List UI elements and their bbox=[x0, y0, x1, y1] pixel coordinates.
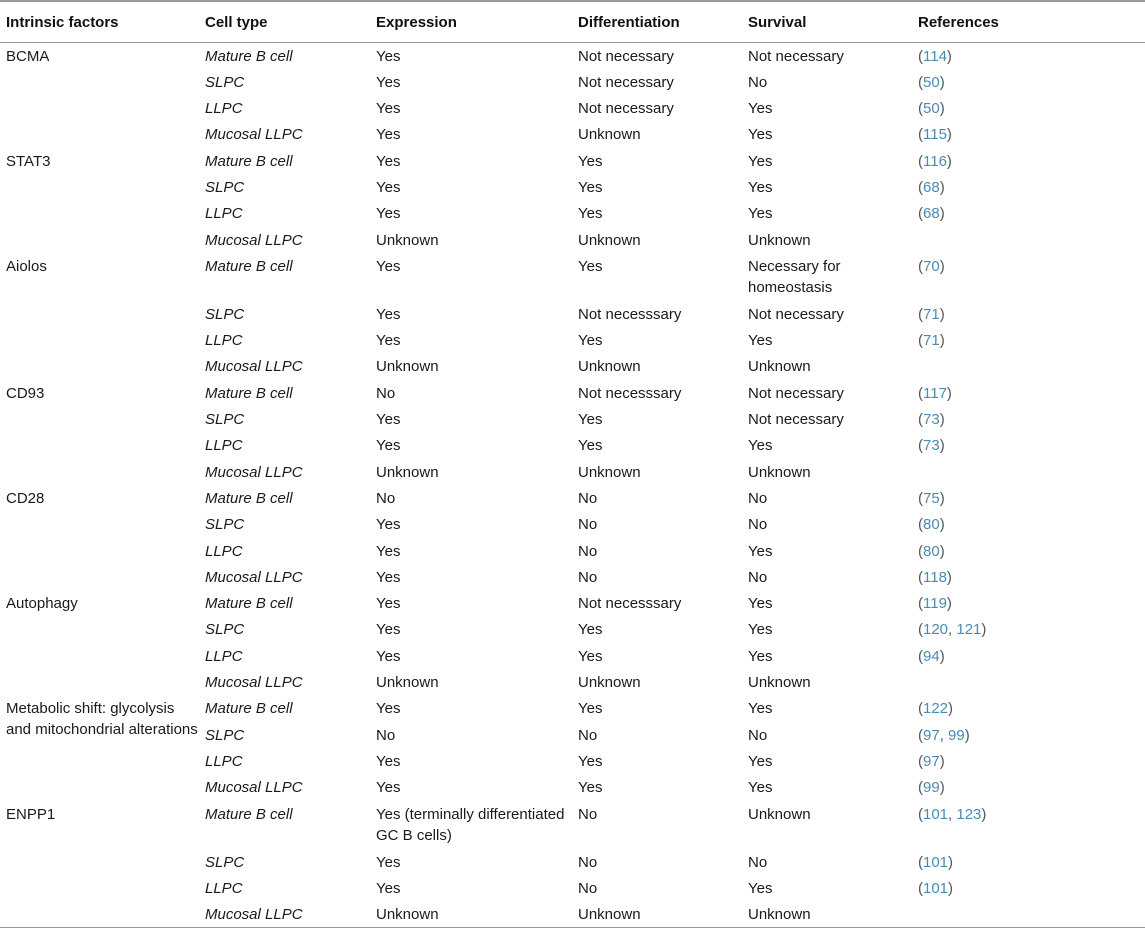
survival-cell: Unknown bbox=[748, 674, 811, 692]
cell-type-cell: LLPC bbox=[205, 437, 243, 455]
header-differentiation: Differentiation bbox=[578, 13, 680, 31]
table-row bbox=[0, 327, 1145, 353]
reference-link[interactable]: 68 bbox=[923, 178, 940, 196]
intrinsic-factor-cell bbox=[0, 459, 199, 485]
reference-link[interactable]: 122 bbox=[923, 700, 949, 718]
references-cell: (97, 99) bbox=[918, 726, 970, 744]
header-references: References bbox=[918, 13, 999, 31]
cell-type-cell: Mature B cell bbox=[205, 257, 293, 275]
references-cell bbox=[912, 227, 1145, 253]
table-row bbox=[0, 301, 1145, 327]
reference-link[interactable]: 117 bbox=[923, 384, 947, 402]
cell-type-cell: LLPC bbox=[205, 542, 243, 560]
table-row bbox=[0, 200, 1145, 226]
survival-cell: Unknown bbox=[748, 805, 811, 823]
table-row bbox=[0, 875, 1145, 901]
cell-type-cell: Mature B cell bbox=[205, 805, 293, 823]
table-row bbox=[0, 590, 1145, 616]
table-row bbox=[0, 121, 1145, 147]
expression-cell: Yes bbox=[376, 257, 401, 275]
differentiation-cell: Yes bbox=[578, 700, 603, 718]
cell-type-cell: Mature B cell bbox=[205, 152, 293, 170]
cell-type-cell: Mature B cell bbox=[205, 384, 293, 402]
header-survival: Survival bbox=[748, 13, 807, 31]
references-cell: (71) bbox=[918, 305, 945, 323]
cell-type-cell: LLPC bbox=[205, 100, 243, 118]
differentiation-cell: Yes bbox=[578, 647, 603, 665]
reference-link[interactable]: 115 bbox=[923, 126, 947, 144]
intrinsic-factor-cell: Autophagy bbox=[6, 595, 78, 613]
reference-link[interactable]: 101 bbox=[923, 853, 949, 871]
cell-type-cell: SLPC bbox=[205, 411, 245, 429]
reference-link[interactable]: 99 bbox=[923, 779, 940, 797]
references-cell: (120, 121) bbox=[918, 621, 987, 639]
differentiation-cell: Not necessary bbox=[578, 100, 674, 118]
references-cell: (114) bbox=[918, 48, 952, 65]
differentiation-cell: Unknown bbox=[578, 231, 641, 249]
reference-link[interactable]: 123 bbox=[956, 805, 982, 823]
references-cell: (68) bbox=[918, 178, 945, 196]
reference-link[interactable]: 70 bbox=[923, 257, 940, 275]
differentiation-cell: No bbox=[578, 542, 598, 560]
references-cell: (101) bbox=[918, 853, 954, 871]
survival-cell: No bbox=[748, 73, 768, 91]
references-cell: (101) bbox=[918, 879, 954, 897]
cell-type-cell: Mucosal LLPC bbox=[205, 358, 303, 376]
intrinsic-factor-cell bbox=[0, 301, 199, 327]
references-cell bbox=[912, 459, 1145, 485]
expression-cell: Yes bbox=[376, 853, 401, 871]
cell-type-cell: SLPC bbox=[205, 178, 245, 196]
intrinsic-factor-cell bbox=[0, 564, 199, 590]
references-cell: (117) bbox=[918, 384, 952, 402]
reference-link[interactable]: 71 bbox=[923, 332, 940, 350]
references-cell: (73) bbox=[918, 411, 945, 429]
survival-cell: Yes bbox=[748, 100, 773, 118]
intrinsic-factor-cell bbox=[0, 432, 199, 458]
references-cell: (99) bbox=[918, 779, 945, 797]
differentiation-cell: No bbox=[578, 726, 598, 744]
cell-type-cell: LLPC bbox=[205, 332, 243, 350]
header-cell-type: Cell type bbox=[205, 13, 268, 31]
cell-type-cell: SLPC bbox=[205, 73, 245, 91]
references-cell: (80) bbox=[918, 516, 945, 534]
reference-link[interactable]: 50 bbox=[923, 73, 940, 91]
expression-cell: Yes bbox=[376, 100, 401, 118]
cell-type-cell: LLPC bbox=[205, 647, 243, 665]
survival-cell: Yes bbox=[748, 178, 773, 196]
intrinsic-factor-cell: ENPP1 bbox=[6, 805, 56, 823]
cell-type-cell: LLPC bbox=[205, 205, 243, 223]
differentiation-cell: Yes bbox=[578, 411, 603, 429]
survival-cell: Yes bbox=[748, 205, 773, 223]
reference-link[interactable]: 118 bbox=[923, 568, 947, 586]
table-row bbox=[0, 643, 1145, 669]
cell-type-cell: SLPC bbox=[205, 305, 245, 323]
reference-link[interactable]: 97 bbox=[923, 752, 940, 770]
expression-cell: Yes bbox=[376, 48, 401, 65]
differentiation-cell: Unknown bbox=[578, 906, 641, 924]
expression-cell: Unknown bbox=[376, 463, 439, 481]
expression-cell: Yes bbox=[376, 568, 401, 586]
header-expression: Expression bbox=[376, 13, 457, 31]
survival-cell: No bbox=[748, 489, 768, 507]
expression-cell: Yes bbox=[376, 152, 401, 170]
expression-cell: Yes bbox=[376, 647, 401, 665]
intrinsic-factor-cell bbox=[0, 69, 199, 95]
intrinsic-factor-cell bbox=[0, 227, 199, 253]
table-row bbox=[0, 253, 1145, 301]
expression-cell: Yes bbox=[376, 879, 401, 897]
survival-cell: Not necessary bbox=[748, 48, 844, 65]
cell-type-cell: LLPC bbox=[205, 879, 243, 897]
references-cell: (101, 123) bbox=[918, 805, 987, 823]
differentiation-cell: Yes bbox=[578, 178, 603, 196]
reference-link[interactable]: 121 bbox=[956, 621, 982, 639]
differentiation-cell: No bbox=[578, 879, 598, 897]
expression-cell: Yes bbox=[376, 779, 401, 797]
survival-cell: Yes bbox=[748, 879, 773, 897]
survival-cell: Yes bbox=[748, 332, 773, 350]
reference-link[interactable]: 119 bbox=[923, 595, 947, 613]
expression-cell: Yes bbox=[376, 595, 401, 613]
intrinsic-factor-cell bbox=[0, 200, 199, 226]
intrinsic-factor-cell bbox=[0, 406, 199, 432]
expression-cell: Yes bbox=[376, 178, 401, 196]
reference-link[interactable]: 101 bbox=[923, 879, 949, 897]
survival-cell: Unknown bbox=[748, 231, 811, 249]
intrinsic-factor-cell bbox=[0, 95, 199, 121]
cell-type-cell: Mucosal LLPC bbox=[205, 463, 303, 481]
intrinsic-factor-cell: CD93 bbox=[6, 384, 45, 402]
cell-type-cell: Mucosal LLPC bbox=[205, 568, 303, 586]
differentiation-cell: Yes bbox=[578, 752, 603, 770]
references-cell: (50) bbox=[918, 100, 945, 118]
survival-cell: Yes bbox=[748, 126, 773, 144]
references-cell: (80) bbox=[918, 542, 945, 560]
references-cell bbox=[912, 901, 1145, 927]
references-cell: (50) bbox=[918, 73, 945, 91]
expression-cell: Yes bbox=[376, 621, 401, 639]
survival-cell: Yes bbox=[748, 621, 773, 639]
intrinsic-factor-cell bbox=[0, 327, 199, 353]
survival-cell: Necessary for homeostasis bbox=[748, 257, 841, 296]
references-cell: (94) bbox=[918, 647, 945, 665]
expression-cell: Unknown bbox=[376, 674, 439, 692]
cell-type-cell: Mature B cell bbox=[205, 489, 293, 507]
references-cell: (119) bbox=[918, 595, 952, 613]
survival-cell: Not necessary bbox=[748, 384, 844, 402]
table-row bbox=[0, 564, 1145, 590]
expression-cell: Yes bbox=[376, 305, 401, 323]
survival-cell: No bbox=[748, 853, 768, 871]
intrinsic-factor-cell bbox=[0, 643, 199, 669]
differentiation-cell: Yes bbox=[578, 332, 603, 350]
differentiation-cell: Not necesssary bbox=[578, 384, 682, 402]
references-cell: (73) bbox=[918, 437, 945, 455]
intrinsic-factor-cell bbox=[0, 511, 199, 537]
expression-cell: Unknown bbox=[376, 906, 439, 924]
table-row bbox=[0, 901, 1145, 927]
intrinsic-factor-cell bbox=[0, 901, 199, 927]
survival-cell: Yes bbox=[748, 752, 773, 770]
differentiation-cell: Yes bbox=[578, 205, 603, 223]
survival-cell: No bbox=[748, 516, 768, 534]
reference-link[interactable]: 120 bbox=[923, 621, 949, 639]
reference-link[interactable]: 68 bbox=[923, 205, 940, 223]
table-row bbox=[0, 43, 1145, 69]
survival-cell: Yes bbox=[748, 437, 773, 455]
survival-cell: Unknown bbox=[748, 358, 811, 376]
expression-cell: Yes bbox=[376, 411, 401, 429]
references-cell: (70) bbox=[918, 257, 945, 275]
cell-type-cell: LLPC bbox=[205, 752, 243, 770]
survival-cell: Not necessary bbox=[748, 305, 844, 323]
cell-type-cell: SLPC bbox=[205, 516, 245, 534]
survival-cell: Unknown bbox=[748, 463, 811, 481]
differentiation-cell: No bbox=[578, 568, 598, 586]
expression-cell: Yes bbox=[376, 437, 401, 455]
expression-cell: Yes (terminally differentiated GC B cells) bbox=[376, 805, 565, 844]
reference-link[interactable]: 50 bbox=[923, 100, 940, 118]
intrinsic-factor-cell bbox=[0, 616, 199, 642]
survival-cell: No bbox=[748, 568, 768, 586]
differentiation-cell: Unknown bbox=[578, 358, 641, 376]
differentiation-cell: Yes bbox=[578, 257, 603, 275]
table-body bbox=[0, 43, 1145, 928]
intrinsic-factor-cell bbox=[0, 174, 199, 200]
differentiation-cell: Unknown bbox=[578, 674, 641, 692]
table-row bbox=[0, 353, 1145, 379]
reference-link[interactable]: 114 bbox=[923, 48, 947, 65]
intrinsic-factor-cell: Aiolos bbox=[6, 257, 47, 275]
references-cell: (97) bbox=[918, 752, 945, 770]
table-row bbox=[0, 69, 1145, 95]
table-row bbox=[0, 380, 1145, 406]
table-row bbox=[0, 801, 1145, 849]
cell-type-cell: Mature B cell bbox=[205, 595, 293, 613]
intrinsic-factor-cell bbox=[0, 538, 199, 564]
differentiation-cell: Yes bbox=[578, 621, 603, 639]
expression-cell: Yes bbox=[376, 73, 401, 91]
cell-type-cell: SLPC bbox=[205, 621, 245, 639]
survival-cell: No bbox=[748, 726, 768, 744]
references-cell bbox=[912, 353, 1145, 379]
survival-cell: Not necessary bbox=[748, 411, 844, 429]
reference-link[interactable]: 80 bbox=[923, 516, 940, 534]
expression-cell: Yes bbox=[376, 752, 401, 770]
survival-cell: Yes bbox=[748, 647, 773, 665]
differentiation-cell: Not necessary bbox=[578, 73, 674, 91]
reference-link[interactable]: 75 bbox=[923, 489, 940, 507]
cell-type-cell: SLPC bbox=[205, 853, 245, 871]
table-row bbox=[0, 695, 1145, 721]
survival-cell: Yes bbox=[748, 152, 773, 170]
intrinsic-factor-cell: Metabolic shift: glycolysis and mitochondrial alterations bbox=[6, 700, 198, 739]
references-cell: (68) bbox=[918, 205, 945, 223]
reference-link[interactable]: 73 bbox=[923, 411, 940, 429]
reference-link[interactable]: 116 bbox=[923, 152, 947, 170]
survival-cell: Yes bbox=[748, 542, 773, 560]
differentiation-cell: Not necessary bbox=[578, 48, 674, 65]
differentiation-cell: Yes bbox=[578, 437, 603, 455]
table-row bbox=[0, 511, 1145, 537]
table-row bbox=[0, 174, 1145, 200]
cell-type-cell: Mucosal LLPC bbox=[205, 231, 303, 249]
differentiation-cell: No bbox=[578, 489, 598, 507]
references-cell: (118) bbox=[918, 568, 952, 586]
references-cell: (75) bbox=[918, 489, 945, 507]
differentiation-cell: Yes bbox=[578, 152, 603, 170]
survival-cell: Yes bbox=[748, 779, 773, 797]
reference-link[interactable]: 80 bbox=[923, 542, 940, 560]
cell-type-cell: Mature B cell bbox=[205, 700, 293, 718]
reference-link[interactable]: 94 bbox=[923, 647, 940, 665]
references-cell: (122) bbox=[918, 700, 954, 718]
table-row bbox=[0, 538, 1145, 564]
cell-type-cell: SLPC bbox=[205, 726, 245, 744]
table-header bbox=[0, 1, 1145, 43]
expression-cell: Unknown bbox=[376, 358, 439, 376]
intrinsic-factor-cell: BCMA bbox=[6, 48, 50, 65]
survival-cell: Yes bbox=[748, 700, 773, 718]
table-row bbox=[0, 616, 1145, 642]
table-row bbox=[0, 148, 1145, 174]
reference-link[interactable]: 97 bbox=[923, 726, 940, 744]
intrinsic-factor-cell bbox=[0, 669, 199, 695]
expression-cell: Yes bbox=[376, 700, 401, 718]
differentiation-cell: Not necesssary bbox=[578, 305, 682, 323]
expression-cell: No bbox=[376, 726, 396, 744]
expression-cell: Yes bbox=[376, 542, 401, 560]
cell-type-cell: Mature B cell bbox=[205, 48, 293, 65]
references-cell: (71) bbox=[918, 332, 945, 350]
expression-cell: Yes bbox=[376, 516, 401, 534]
differentiation-cell: No bbox=[578, 805, 598, 823]
intrinsic-factor-cell: CD28 bbox=[6, 489, 45, 507]
cell-type-cell: Mucosal LLPC bbox=[205, 126, 303, 144]
intrinsic-factor-cell bbox=[0, 875, 199, 901]
table-row bbox=[0, 227, 1145, 253]
reference-link[interactable]: 73 bbox=[923, 437, 940, 455]
table-row bbox=[0, 849, 1145, 875]
expression-cell: Yes bbox=[376, 126, 401, 144]
table-row bbox=[0, 406, 1145, 432]
survival-cell: Unknown bbox=[748, 906, 811, 924]
intrinsic-factor-cell: STAT3 bbox=[6, 152, 51, 170]
intrinsic-factor-cell bbox=[0, 353, 199, 379]
intrinsic-factor-cell bbox=[0, 849, 199, 875]
cell-type-cell: Mucosal LLPC bbox=[205, 906, 303, 924]
table-row bbox=[0, 485, 1145, 511]
table-row bbox=[0, 432, 1145, 458]
table-row bbox=[0, 669, 1145, 695]
differentiation-cell: Yes bbox=[578, 779, 603, 797]
reference-link[interactable]: 99 bbox=[948, 726, 965, 744]
survival-cell: Yes bbox=[748, 595, 773, 613]
references-cell: (115) bbox=[918, 126, 952, 144]
reference-link[interactable]: 71 bbox=[923, 305, 940, 323]
references-cell: (116) bbox=[918, 152, 952, 170]
differentiation-cell: Unknown bbox=[578, 126, 641, 144]
expression-cell: Yes bbox=[376, 205, 401, 223]
differentiation-cell: Unknown bbox=[578, 463, 641, 481]
expression-cell: No bbox=[376, 384, 396, 402]
header-intrinsic-factors: Intrinsic factors bbox=[6, 13, 119, 31]
expression-cell: Unknown bbox=[376, 231, 439, 249]
references-cell bbox=[912, 669, 1145, 695]
intrinsic-factor-cell bbox=[0, 121, 199, 147]
differentiation-cell: No bbox=[578, 853, 598, 871]
expression-cell: Yes bbox=[376, 332, 401, 350]
cell-type-cell: Mucosal LLPC bbox=[205, 779, 303, 797]
reference-link[interactable]: 101 bbox=[923, 805, 949, 823]
differentiation-cell: No bbox=[578, 516, 598, 534]
table-row bbox=[0, 95, 1145, 121]
header-row bbox=[0, 1, 1145, 43]
table-row bbox=[0, 459, 1145, 485]
cell-type-cell: Mucosal LLPC bbox=[205, 674, 303, 692]
expression-cell: No bbox=[376, 489, 396, 507]
differentiation-cell: Not necesssary bbox=[578, 595, 682, 613]
